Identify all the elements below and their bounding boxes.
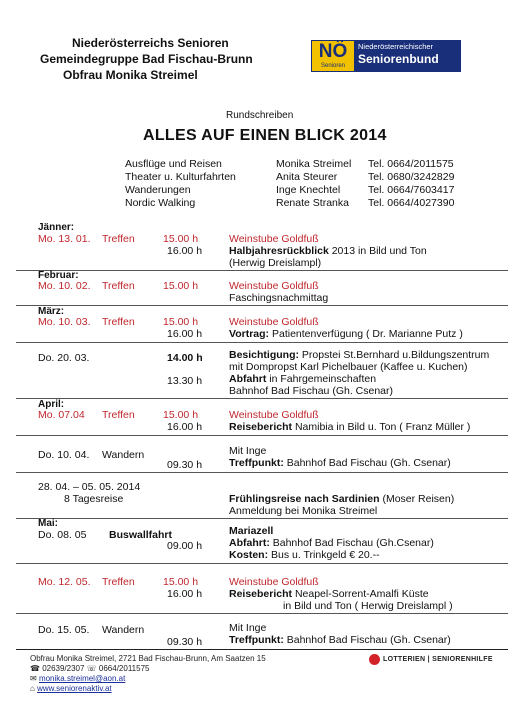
contact-tel: Tel. 0680/3242829	[368, 171, 455, 183]
lotterien-icon	[369, 654, 380, 665]
event-type: Treffen	[102, 576, 135, 588]
contact-activity: Nordic Walking	[125, 197, 196, 209]
event-type: Treffen	[102, 280, 135, 292]
seniorenbund-logo: NÖ Senioren Niederösterreichischer Seniorenbund	[311, 40, 461, 72]
event-time: 16.00 h	[167, 421, 203, 433]
event-date: Mo. 13. 01.	[38, 233, 91, 245]
contact-person: Anita Steurer	[276, 171, 338, 183]
web-icon: ⌂	[30, 684, 38, 693]
event-place: Weinstube Goldfuß	[229, 280, 319, 292]
contact-tel: Tel. 0664/7603417	[368, 184, 455, 196]
org-chair: Obfrau Monika Streimel	[63, 68, 198, 82]
event-time: 15.00 h	[163, 576, 199, 588]
event-place: Weinstube Goldfuß	[229, 233, 319, 245]
email-icon: ✉	[30, 674, 39, 683]
event-subtitle: 8 Tagesreise	[64, 493, 124, 505]
event-time: 09.30 h	[167, 459, 203, 471]
event-place: Weinstube Goldfuß	[229, 409, 319, 421]
phone-icon: ☎	[30, 664, 43, 673]
event-description: Kosten: Bus u. Trinkgeld € 20.--	[229, 549, 380, 561]
divider	[16, 472, 508, 473]
event-date: Do. 20. 03.	[38, 352, 90, 364]
org-group: Gemeindegruppe Bad Fischau-Brunn	[40, 52, 253, 66]
event-time: 15.00 h	[163, 233, 199, 245]
event-description: Anmeldung bei Monika Streimel	[229, 505, 378, 517]
month-heading: Mai:	[38, 518, 58, 529]
divider	[16, 518, 508, 519]
footer-address: Obfrau Monika Streimel, 2721 Bad Fischau-Brunn, Am Saatzen 15	[30, 654, 266, 663]
event-description: Vortrag: Patientenverfügung ( Dr. Marianne Putz )	[229, 328, 463, 340]
event-place: Weinstube Goldfuß	[229, 576, 319, 588]
contact-person: Renate Stranka	[276, 197, 349, 209]
event-date: Do. 10. 04.	[38, 449, 90, 461]
event-time: 15.00 h	[163, 316, 199, 328]
event-description: Frühlingsreise nach Sardinien (Moser Reisen)	[229, 493, 455, 505]
month-heading: März:	[38, 306, 65, 317]
event-time: 09.30 h	[167, 636, 203, 648]
event-description: (Herwig Dreislampl)	[229, 257, 322, 269]
event-time: 14.00 h	[167, 352, 203, 364]
event-description: Treffpunkt: Bahnhof Bad Fischau (Gh. Csenar)	[229, 634, 451, 646]
event-description: in Bild und Ton ( Herwig Dreislampl )	[283, 600, 453, 612]
event-description: Treffpunkt: Bahnhof Bad Fischau (Gh. Csenar)	[229, 457, 451, 469]
event-type: Buswallfahrt	[109, 529, 173, 541]
event-time: 09.00 h	[167, 540, 203, 552]
footer-web[interactable]: ⌂ www.seniorenaktiv.at	[30, 684, 112, 693]
document-type: Rundschreiben	[226, 110, 294, 121]
contact-person: Inge Knechtel	[276, 184, 341, 196]
event-time: 15.00 h	[163, 280, 199, 292]
contact-activity: Theater u. Kulturfahrten	[125, 171, 236, 183]
event-date: 28. 04. – 05. 05. 2014	[38, 481, 141, 493]
event-type: Wandern	[102, 624, 145, 636]
event-description: Reisebericht Namibia in Bild u. Ton ( Franz Müller )	[229, 421, 471, 433]
event-description: Abfahrt: Bahnhof Bad Fischau (Gh.Csenar)	[229, 537, 434, 549]
event-time: 16.00 h	[167, 328, 203, 340]
event-time: 15.00 h	[163, 409, 199, 421]
contact-tel: Tel. 0664/4027390	[368, 197, 455, 209]
event-type: Treffen	[102, 409, 135, 421]
contact-activity: Ausflüge und Reisen	[125, 158, 222, 170]
event-description: mit Dompropst Karl Pichelbauer (Kaffee u. Kuchen)	[229, 361, 468, 373]
event-date: Mo. 10. 02.	[38, 280, 91, 292]
event-type: Treffen	[102, 316, 135, 328]
noe-mark: NÖ Senioren	[312, 41, 354, 71]
footer-email[interactable]: ✉ monika.streimel@aon.at	[30, 674, 126, 683]
contact-activity: Wanderungen	[125, 184, 191, 196]
event-date: Mo. 10. 03.	[38, 316, 91, 328]
event-description: Reisebericht Neapel-Sorrent-Amalfi Küste	[229, 588, 429, 600]
footer-divider	[16, 649, 508, 650]
divider	[16, 613, 508, 614]
event-description: Besichtigung: Propstei St.Bernhard u.Bildungszentrum	[229, 349, 490, 361]
event-description: Mit Inge	[229, 445, 267, 457]
event-type: Wandern	[102, 449, 145, 461]
divider	[16, 342, 508, 343]
page-title: ALLES AUF EINEN BLICK 2014	[143, 127, 387, 144]
event-date: Mo. 12. 05.	[38, 576, 91, 588]
lotterien-logo: LOTTERIEN | SENIORENHILFE	[369, 652, 509, 666]
event-place: Mariazell	[229, 525, 274, 537]
event-description: Abfahrt in Fahrgemeinschaften	[229, 373, 377, 385]
org-name: Niederösterreichs Senioren	[72, 36, 229, 50]
event-date: Do. 08. 05	[38, 529, 87, 541]
event-type: Treffen	[102, 233, 135, 245]
event-time: 16.00 h	[167, 245, 203, 257]
event-description: Halbjahresrückblick 2013 in Bild und Ton	[229, 245, 427, 257]
divider	[16, 305, 508, 306]
event-description: Bahnhof Bad Fischau (Gh. Csenar)	[229, 385, 394, 397]
event-time: 13.30 h	[167, 375, 203, 387]
footer-phone: ☎ 02639/2307 ☏ 0664/2011575	[30, 664, 150, 673]
month-heading: Februar:	[38, 270, 79, 281]
event-date: Mo. 07.04	[38, 409, 85, 421]
divider	[16, 398, 508, 399]
month-heading: April:	[38, 399, 65, 410]
event-time: 16.00 h	[167, 588, 203, 600]
divider	[16, 563, 508, 564]
event-place: Weinstube Goldfuß	[229, 316, 319, 328]
event-date: Do. 15. 05.	[38, 624, 90, 636]
event-description: Faschingsnachmittag	[229, 292, 329, 304]
divider	[16, 435, 508, 436]
event-description: Mit Inge	[229, 622, 267, 634]
contact-person: Monika Streimel	[276, 158, 352, 170]
contact-tel: Tel. 0664/2011575	[368, 158, 454, 170]
month-heading: Jänner:	[38, 222, 75, 233]
divider	[16, 270, 508, 271]
